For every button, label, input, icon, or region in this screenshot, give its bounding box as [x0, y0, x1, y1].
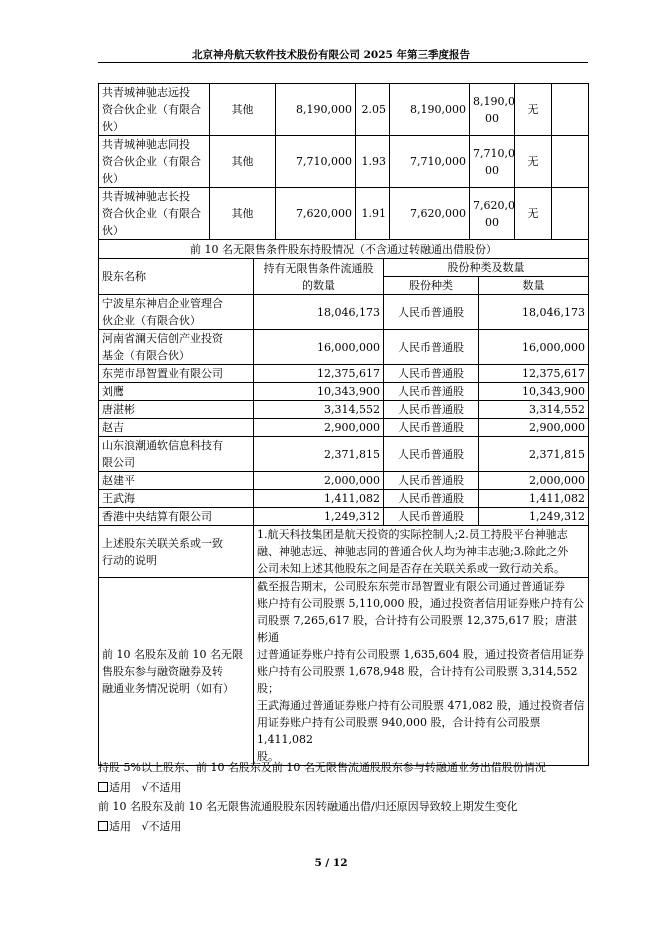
- shareholder-top-table: [98, 83, 589, 240]
- lending-options: [98, 778, 598, 798]
- report-header-title: 北京神舟航天软件技术股份有限公司 2025 年第三季度报告: [191, 49, 471, 61]
- margin-trading-row: [99, 578, 589, 766]
- holder-name: 香港中央结算有限公司: [99, 508, 254, 526]
- holder-status: 无: [515, 84, 552, 136]
- table-row: [99, 419, 589, 437]
- holder-kind: 人民币普通股: [384, 472, 479, 490]
- holder-count: 12,375,617: [479, 365, 589, 383]
- table-row: [99, 188, 589, 240]
- holder-count: 2,371,815: [479, 437, 589, 472]
- table-row: [99, 490, 589, 508]
- table-row: [99, 365, 589, 383]
- option-not-applicable: √不适用: [141, 820, 182, 833]
- holder-name: 王武海: [99, 490, 254, 508]
- holder-qty: 18,046,173: [254, 295, 384, 330]
- holder-name: 唐湛彬: [99, 401, 254, 419]
- holder-name: 河南省澜天信创产业投资 基金（有限合伙）: [99, 330, 254, 365]
- table-row: [99, 437, 589, 472]
- col-header-kind-group: 股份种类及数量: [384, 259, 589, 277]
- relation-label: 上述股东关联关系或一致 行动的说明: [99, 526, 254, 578]
- holder-qty: 2,900,000: [254, 419, 384, 437]
- holder-kind: 人民币普通股: [384, 508, 479, 526]
- holder-ratio: 1.91: [356, 188, 390, 240]
- holder-kind: 人民币普通股: [384, 419, 479, 437]
- holder-status: 无: [515, 188, 552, 240]
- col-header-name: 股东名称: [99, 259, 254, 295]
- holder-nature: 其他: [210, 136, 276, 188]
- holder-qty: 1,249,312: [254, 508, 384, 526]
- holder-name: 宁波星东神启企业管理合 伙企业（有限合伙）: [99, 295, 254, 330]
- holder-pledge: 7,710,0 00: [470, 136, 515, 188]
- holder-pledge: 8,190,0 00: [470, 84, 515, 136]
- holder-shares: 7,620,000: [276, 188, 356, 240]
- checkbox-icon: [98, 821, 108, 831]
- holder-ratio: 1.93: [356, 136, 390, 188]
- table-row: [99, 84, 589, 136]
- holder-empty-cell: [552, 136, 589, 188]
- change-options: [98, 817, 598, 837]
- holder-name: 刘鹰: [99, 383, 254, 401]
- holder-shares: 7,710,000: [276, 136, 356, 188]
- holder-kind: 人民币普通股: [384, 365, 479, 383]
- holder-qty: 10,343,900: [254, 383, 384, 401]
- header-divider: [98, 62, 588, 63]
- holder-nature: 其他: [210, 188, 276, 240]
- holder-qty: 1,411,082: [254, 490, 384, 508]
- holder-count: 1,411,082: [479, 490, 589, 508]
- holder-qty: 2,000,000: [254, 472, 384, 490]
- holder-name: 共青城神驰志远投 资合伙企业（有限合 伙）: [99, 84, 210, 136]
- holder-restricted: 7,620,000: [390, 188, 470, 240]
- holder-count: 1,249,312: [479, 508, 589, 526]
- option-applicable: 适用: [109, 781, 131, 794]
- section-title-row: [99, 240, 589, 259]
- holder-name: 共青城神驰志长投 资合伙企业（有限合 伙）: [99, 188, 210, 240]
- holder-kind: 人民币普通股: [384, 401, 479, 419]
- holder-kind: 人民币普通股: [384, 295, 479, 330]
- relation-row: [99, 526, 589, 578]
- table-row: [99, 136, 589, 188]
- checkbox-icon: [98, 782, 108, 792]
- table-row: [99, 472, 589, 490]
- relation-text: 1.航天科技集团是航天投资的实际控制人;2.员工持股平台神驰志 融、神驰志远、神驰志同的普通合伙人均为神丰志驰;3.除此之外 公司未知上述其他股东之间是否存在关联关系或一致行动关系。: [254, 526, 589, 578]
- holder-nature: 其他: [210, 84, 276, 136]
- holder-name: 共青城神驰志同投 资合伙企业（有限合 伙）: [99, 136, 210, 188]
- holder-empty-cell: [552, 84, 589, 136]
- col-header-kind: 股份种类: [384, 277, 479, 295]
- holder-kind: 人民币普通股: [384, 437, 479, 472]
- holder-restricted: 8,190,000: [390, 84, 470, 136]
- change-note: 前 10 名股东及前 10 名无限售流通股股东因转融通出借/归还原因导致较上期发生变化: [98, 800, 518, 813]
- holder-pledge: 7,620,0 00: [470, 188, 515, 240]
- holder-ratio: 2.05: [356, 84, 390, 136]
- page-number: 5 / 12: [314, 857, 348, 869]
- col-header-count: 数量: [479, 277, 589, 295]
- table-row: [99, 401, 589, 419]
- holder-qty: 12,375,617: [254, 365, 384, 383]
- lending-note: 持股 5%以上股东、前 10 名股东及前 10 名无限售流通股股东参与转融通业务出借股份情况: [98, 761, 546, 774]
- holder-qty: 2,371,815: [254, 437, 384, 472]
- holder-restricted: 7,710,000: [390, 136, 470, 188]
- holder-name: 山东浪潮通软信息科技有 限公司: [99, 437, 254, 472]
- holder-status: 无: [515, 136, 552, 188]
- header-row: [99, 259, 589, 277]
- table-row: [99, 330, 589, 365]
- holder-shares: 8,190,000: [276, 84, 356, 136]
- table-row: [99, 295, 589, 330]
- holder-name: 赵建平: [99, 472, 254, 490]
- option-applicable: 适用: [109, 820, 131, 833]
- unrestricted-holders-table: [98, 239, 589, 766]
- margin-text: 截至报告期末，公司股东东莞市昂智置业有限公司通过普通证券 账户持有公司股票 5,110,000 股，通过投资者信用证券账户持有公 司股票 7,265,617 股，合计持有公司股票 12,375,617 股；唐湛彬通 过普通证券账户持有公司股票 1,635,604 股，通过投资者信用证券 账户持有公司股票 1,678,948 股，合计持有公司股票 3,314,552 股； 王武海通过普通证券账户持有公司股票 471,082 股，通过投资者信 用证券账户持有公司股票 940,000 股，合计持有公司股票 1,411,082 股。: [254, 578, 589, 766]
- section-title: 前 10 名无限售条件股东持股情况（不含通过转融通出借股份）: [99, 240, 589, 259]
- holder-qty: 3,314,552: [254, 401, 384, 419]
- table-row: [99, 508, 589, 526]
- holder-name: 赵吉: [99, 419, 254, 437]
- holder-name: 东莞市昂智置业有限公司: [99, 365, 254, 383]
- holder-count: 2,900,000: [479, 419, 589, 437]
- holder-count: 3,314,552: [479, 401, 589, 419]
- holder-kind: 人民币普通股: [384, 383, 479, 401]
- holder-count: 2,000,000: [479, 472, 589, 490]
- holder-count: 16,000,000: [479, 330, 589, 365]
- col-header-qty: 持有无限售条件流通股 的数量: [254, 259, 384, 295]
- holder-kind: 人民币普通股: [384, 330, 479, 365]
- holder-count: 10,343,900: [479, 383, 589, 401]
- holder-count: 18,046,173: [479, 295, 589, 330]
- holder-kind: 人民币普通股: [384, 490, 479, 508]
- holder-empty-cell: [552, 188, 589, 240]
- table-row: [99, 383, 589, 401]
- margin-label: 前 10 名股东及前 10 名无限 售股东参与融资融券及转 融通业务情况说明（如有）: [99, 578, 254, 766]
- holder-qty: 16,000,000: [254, 330, 384, 365]
- option-not-applicable: √不适用: [141, 781, 182, 794]
